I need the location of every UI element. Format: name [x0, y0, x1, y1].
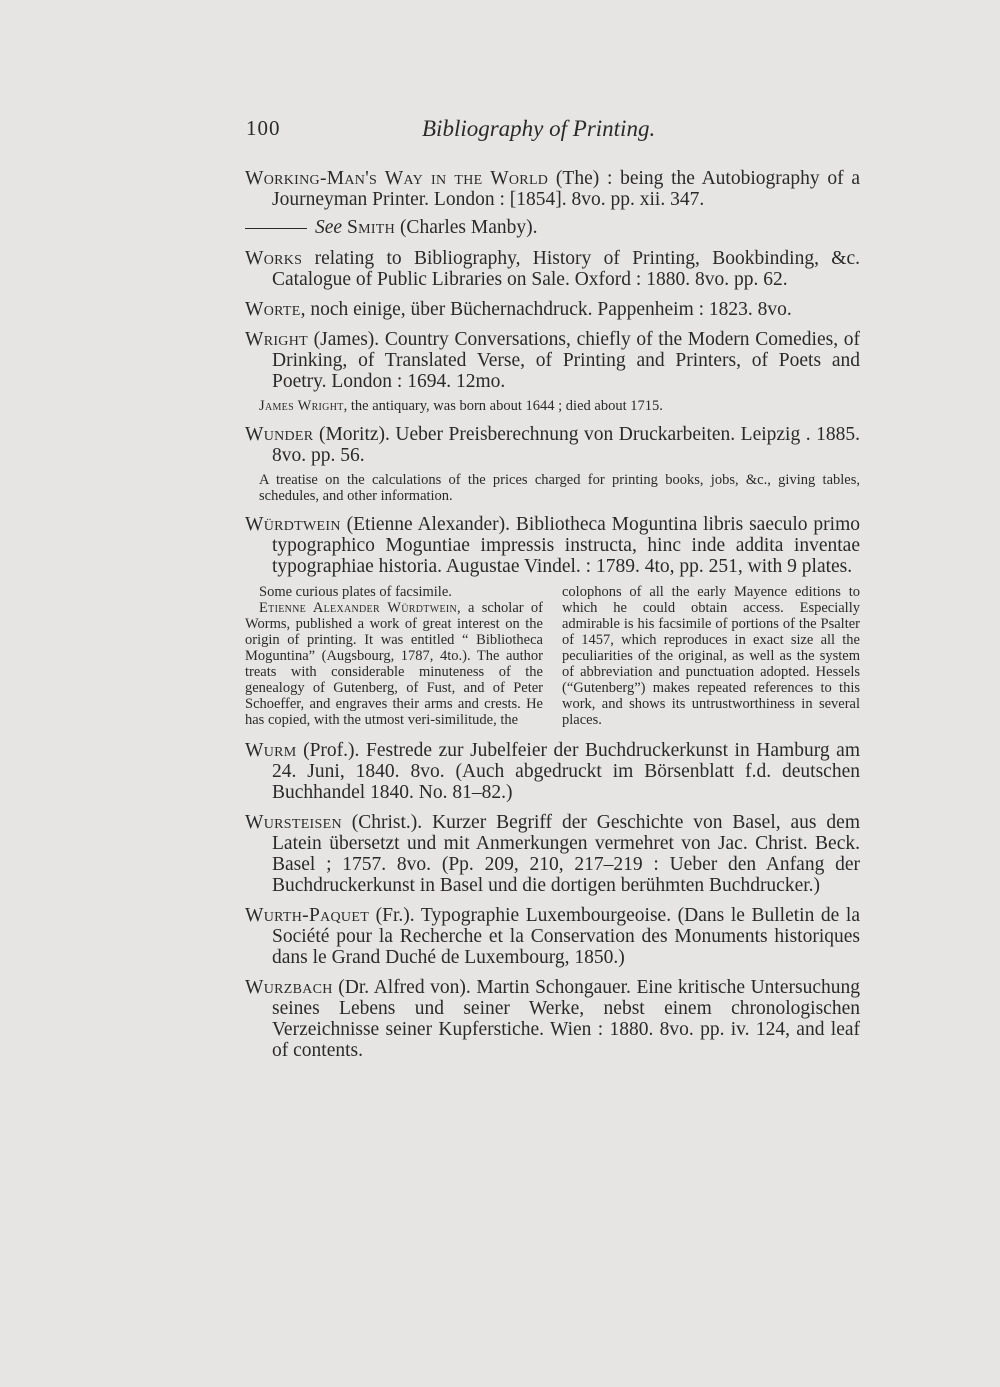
see-rest: (Charles Manby).: [395, 217, 538, 238]
note-name: Etienne Alexander Würdtwein: [259, 600, 458, 616]
entry-body: (Moritz). Ueber Preisberechnung von Druckarbeiten. Leipzig . 1885. 8vo. pp. 56.: [272, 424, 860, 466]
entry-body: (Christ.). Kurzer Begriff der Geschichte von Basel, aus dem Latein übersetzt und mit Anmerkungen vermehret von Jac. Christ. Beck. Basel ; 1757. 8vo. (Pp. 209, 210, 217–219 : Ueber den Anfang der Buchdruckerkunst in Basel und die dortigen berühmten Buchdrucker.): [272, 812, 860, 896]
entry-wunder: [245, 424, 860, 466]
entry-headword: Wright: [245, 329, 308, 350]
note-text: , a scholar of Worms, published a work of great interest on the origin of printing. It was entitled “ Bibliotheca Moguntina” (Augsbourg, 1787, 4to.). The author treats with considerable minuteness of the genealogy of Gutenberg, of Fust, and of Peter Schoeffer, and engraves their arms and crests. He has copied, with the utmost veri-similitude, the: [245, 600, 544, 728]
entry-headword: Wurth-Paquet: [245, 905, 370, 926]
entry-note: A treatise on the calculations of the prices charged for printing books, jobs, &c., giving tables, schedules, and other information.: [259, 472, 860, 504]
entry-wursteisen: [245, 812, 860, 896]
running-title: Bibliography of Printing.: [422, 116, 656, 141]
entry-wright: [245, 329, 860, 392]
entry-body: (James). Country Conversations, chiefly of the Modern Comedies, of Drinking, of Translated Verse, of Printing and Printers, of Poets and Poetry. London : 1694. 12mo.: [272, 329, 860, 392]
entry-body: (Fr.). Typographie Luxembourgeoise. (Dans le Bulletin de la Société pour la Recherche et la Conservation des Monuments historiques dans le Grand Duché de Luxembourg, 1850.): [272, 905, 860, 968]
entry-headword: Working-Man's Way in the World: [245, 168, 549, 189]
entry-headword: Wurzbach: [245, 977, 333, 998]
entry-working-mans-way: [245, 168, 860, 210]
entry-headword: Wunder: [245, 424, 314, 445]
entry-wurm: [245, 740, 860, 803]
note-column-right: [562, 584, 860, 728]
note-text: , the antiquary, was born about 1644 ; died about 1715.: [343, 398, 663, 414]
entry-headword: Wurm: [245, 740, 297, 761]
ditto-dash: [245, 228, 307, 229]
entry-headword: Würdtwein: [245, 514, 341, 535]
entry-body: (Dr. Alfred von). Martin Schongauer. Eine kritische Untersuchung seines Lebens und seiner Werke, nebst einem chronologischen Verzeichnisse seiner Kupferstiche. Wien : 1880. 8vo. pp. iv. 124, and leaf of contents.: [272, 977, 860, 1061]
entry-note: [259, 398, 860, 414]
note-paragraph: [245, 600, 543, 728]
entry-body: , noch einige, über Büchernachdruck. Pappenheim : 1823. 8vo.: [300, 299, 792, 320]
entry-body: (Etienne Alexander). Bibliotheca Moguntina libris saeculo primo typographico Moguntiae impressis instructa, hinc inde addita inventae typographiae historia. Augustae Vindel. : 1789. 4to, pp. 251, with 9 plates.: [272, 514, 860, 577]
two-column-note: [245, 584, 860, 728]
see-label: See: [315, 217, 343, 238]
see-name: Smith: [346, 217, 396, 238]
entry-wurdtwein: [245, 514, 860, 577]
entry-body: (Prof.). Festrede zur Jubelfeier der Buchdruckerkunst in Hamburg am 24. Juni, 1840. 8vo. (Auch abgedruckt im Börsenblatt f.d. deutschen Buchhandel 1840. No. 81–82.): [272, 740, 860, 803]
entry-body: relating to Bibliography, History of Printing, Bookbinding, &c. Catalogue of Public Libraries on Sale. Oxford : 1880. 8vo. pp. 62.: [272, 248, 860, 290]
page-number: 100: [246, 116, 281, 140]
entry-wurth-paquet: [245, 905, 860, 968]
entry-works: [245, 248, 860, 290]
note-paragraph: Some curious plates of facsimile.: [259, 584, 452, 600]
note-paragraph: colophons of all the early Mayence editions to which he could obtain access. Especially admirable is his facsimile of portions of the Psalter of 1457, which reproduces in exact size all the peculiarities of the original, as well as the system of abbreviation and punctuation adopted. Hessels (“Gutenberg”) makes repeated references to this work, and shows its untrustworthiness in several places.: [562, 584, 860, 728]
entry-headword: Works: [245, 248, 303, 269]
entry-wurzbach: [245, 977, 860, 1061]
entry-headword: Worte: [245, 299, 301, 320]
entry-body: (The) : being the Autobiography of a Journeyman Printer. London : [1854]. 8vo. pp. xii. 347.: [272, 168, 860, 210]
entry-headword: Wursteisen: [245, 812, 342, 833]
note-column-left: [245, 584, 543, 728]
see-also-reference: [245, 217, 860, 238]
note-name: James Wright: [259, 398, 344, 414]
bibliography-entries: [245, 168, 860, 1070]
page-header: [246, 116, 862, 146]
entry-worte: [245, 299, 860, 320]
